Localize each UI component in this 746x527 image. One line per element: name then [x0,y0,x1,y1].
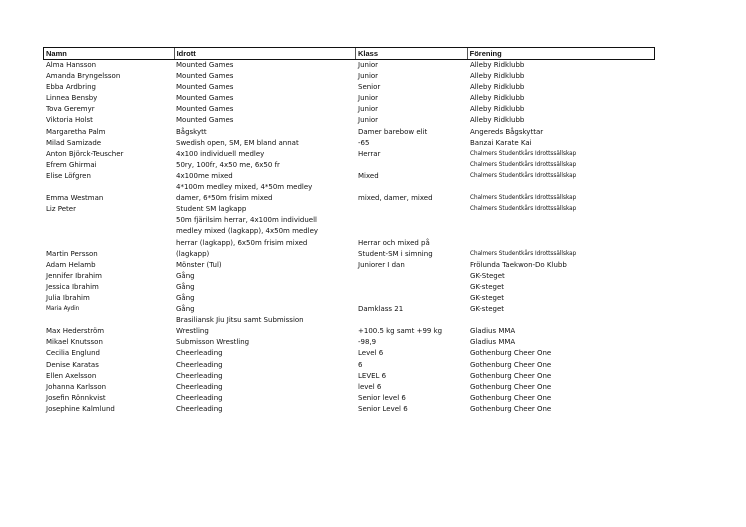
athlete-table [43,47,655,415]
cell-namn-text: Jessica Ibrahim [46,282,99,291]
cell-idrott-text: Wrestling [176,327,209,336]
table-row [43,404,655,415]
cell-klass-text: -98,9 [358,338,377,347]
cell-forening-text: Chalmers Studentkårs Idrottssällskap [470,172,577,179]
cell-idrott-text: 50m fjärilsim herrar, 4x100m individuell medley mixed (lagkapp), 4x50m medley herrar (lagkapp), 6x50m frisim mixed [176,216,319,247]
cell-forening-text: Gladius MMA [470,327,516,336]
cell-namn [43,282,173,293]
cell-namn [43,215,173,248]
cell-klass-text: LEVEL 6 [358,371,387,380]
cell-forening [467,304,655,315]
cell-idrott-text: Mounted Games [176,105,234,114]
cell-namn-text: Ebba Ardbring [46,83,96,92]
table-row [43,115,655,126]
cell-klass-text: Junior [358,105,379,114]
cell-forening [467,215,655,248]
cell-klass-text: Damer barebow elit [358,127,428,136]
cell-idrott-text: Cheerleading [176,382,223,391]
table-row [43,348,655,359]
cell-forening-text: Alleby Ridklubb [470,105,525,114]
cell-klass-text: +100.5 kg samt +99 kg [358,327,443,336]
cell-idrott-text: Cheerleading [176,393,223,402]
cell-forening [467,149,655,160]
cell-klass-text: -65 [358,138,370,147]
cell-idrott-text: Gång [176,271,195,280]
cell-klass [355,282,467,293]
cell-namn [43,304,173,315]
cell-namn-text: Denise Karatas [46,360,99,369]
cell-klass [355,260,467,271]
cell-klass [355,393,467,404]
table-row [43,360,655,371]
cell-forening-text: GK-steget [470,293,504,302]
cell-klass [355,115,467,126]
table-row [43,171,655,182]
cell-idrott [173,115,355,126]
cell-namn [43,138,173,149]
cell-klass-text: Level 6 [358,349,384,358]
cell-forening [467,360,655,371]
table-row [43,260,655,271]
table-row [43,149,655,160]
cell-klass-text: Juniorer I dan [358,260,405,269]
cell-idrott [173,104,355,115]
cell-idrott [173,271,355,282]
cell-klass-text: Damklass 21 [358,305,404,314]
cell-namn-text: Linnea Bensby [46,94,98,103]
cell-forening [467,249,655,260]
cell-idrott [173,326,355,337]
cell-forening [467,82,655,93]
table-row [43,371,655,382]
cell-idrott-text: 4x100 individuell medley [176,149,265,158]
cell-klass-text: Mixed [358,171,379,180]
cell-namn-text: Cecilia Englund [46,349,100,358]
cell-namn [43,404,173,415]
cell-forening [467,115,655,126]
cell-namn [43,182,173,204]
cell-idrott-text: Swedish open, SM, EM bland annat [176,138,299,147]
cell-klass [355,93,467,104]
cell-forening [467,315,655,326]
cell-namn-text: Milad Samizade [46,138,102,147]
cell-idrott [173,382,355,393]
cell-forening-text: Angereds Bågskyttar [470,127,544,136]
cell-forening-text: Gothenburg Cheer One [470,382,552,391]
cell-klass [355,382,467,393]
cell-idrott [173,182,355,204]
header-idrott: Idrott [174,48,355,59]
cell-klass-text: Senior [358,83,381,92]
cell-klass-text: level 6 [358,382,382,391]
cell-klass [355,127,467,138]
cell-idrott [173,315,355,326]
cell-idrott-text: 4*100m medley mixed, 4*50m medley damer, 6*50m frisim mixed [176,183,313,203]
cell-forening-text: Chalmers Studentkårs Idrottssällskap [470,150,577,157]
cell-klass [355,371,467,382]
table-row [43,337,655,348]
cell-namn-text: Mikael Knutsson [46,338,103,347]
cell-namn-text: Anton Björck-Teuscher [46,149,124,158]
table-row [43,315,655,326]
cell-namn-text: Viktoria Holst [46,116,93,125]
cell-klass [355,160,467,171]
cell-klass [355,204,467,215]
header-namn: Namn [46,49,67,58]
cell-idrott-text: Mönster (Tul) [176,260,222,269]
cell-forening-text: Chalmers Studentkårs Idrottssällskap [470,195,577,202]
cell-forening-text: GK-steget [470,282,504,291]
cell-forening [467,160,655,171]
cell-namn [43,315,173,326]
cell-idrott-text: Cheerleading [176,349,223,358]
cell-namn [43,104,173,115]
cell-forening-text: Gothenburg Cheer One [470,393,552,402]
cell-namn-text: Tova Geremyr [46,105,95,114]
cell-forening [467,282,655,293]
cell-forening-text: Chalmers Studentkårs Idrottssällskap [470,206,577,213]
cell-idrott-text: Cheerleading [176,404,223,413]
cell-klass [355,171,467,182]
cell-idrott [173,304,355,315]
cell-namn [43,326,173,337]
cell-klass-text: Senior level 6 [358,393,406,402]
header-forening: Förening [467,48,654,59]
cell-forening-text: Alleby Ridklubb [470,116,525,125]
table-row [43,60,655,71]
cell-idrott [173,393,355,404]
table-row [43,182,655,204]
cell-klass [355,293,467,304]
cell-forening-text: GK-steget [470,305,504,314]
table-row [43,326,655,337]
cell-namn [43,337,173,348]
cell-forening [467,326,655,337]
cell-klass-text: 6 [358,360,363,369]
cell-namn-text: Maria Aydin [46,306,80,313]
table-body [43,60,655,415]
cell-forening-text: Alleby Ridklubb [470,72,525,81]
cell-klass-text: Senior Level 6 [358,404,408,413]
cell-idrott [173,93,355,104]
table-row [43,249,655,260]
cell-idrott [173,260,355,271]
table-row [43,382,655,393]
cell-forening [467,293,655,304]
cell-forening [467,93,655,104]
cell-namn [43,160,173,171]
cell-forening-text: Gladius MMA [470,338,516,347]
cell-klass [355,82,467,93]
cell-klass [355,271,467,282]
cell-namn-text: Ellen Axelsson [46,371,97,380]
cell-idrott-text: Brasiliansk Jiu Jitsu samt Submission [176,316,304,325]
cell-idrott-text: Mounted Games [176,83,234,92]
cell-forening-text: Chalmers Studentkårs Idrottssällskap [470,250,577,257]
cell-forening [467,182,655,204]
cell-forening-text: Alleby Ridklubb [470,83,525,92]
table-row [43,82,655,93]
cell-forening [467,371,655,382]
table-row [43,215,655,248]
cell-klass-text: Junior [358,94,379,103]
cell-klass [355,360,467,371]
cell-klass [355,348,467,359]
cell-namn-text: Max Hederström [46,327,105,336]
cell-namn [43,249,173,260]
cell-namn-text: Elise Löfgren [46,171,91,180]
cell-namn-text: Johanna Karlsson [46,382,107,391]
cell-klass-text: mixed, damer, mixed [358,194,433,203]
cell-idrott [173,149,355,160]
table-row [43,160,655,171]
cell-namn [43,71,173,82]
cell-klass-text: Junior [358,61,379,69]
cell-klass [355,215,467,248]
cell-namn [43,127,173,138]
cell-namn-text: Jennifer Ibrahim [46,271,102,280]
cell-namn-text: Martin Persson [46,249,98,258]
cell-namn-text: Liz Peter [46,205,76,214]
cell-forening-text: Frölunda Taekwon-Do Klubb [470,260,567,269]
cell-forening-text: GK-Steget [470,271,505,280]
cell-idrott-text: Gång [176,282,195,291]
cell-forening-text: Chalmers Studentkårs Idrottssällskap [470,161,577,168]
cell-forening [467,393,655,404]
cell-namn [43,60,173,71]
cell-namn [43,93,173,104]
cell-forening-text: Gothenburg Cheer One [470,404,552,413]
cell-forening-text: Banzai Karate Kai [470,138,532,147]
cell-klass [355,104,467,115]
cell-idrott-text: Bågskytt [176,127,207,136]
cell-idrott-text: Mounted Games [176,94,234,103]
cell-forening [467,71,655,82]
cell-idrott-text: Gång [176,293,195,302]
cell-namn [43,382,173,393]
cell-forening [467,60,655,71]
cell-klass-text: Herrar och mixed på [358,238,430,247]
table-row [43,93,655,104]
cell-idrott [173,171,355,182]
cell-klass-text: Junior [358,72,379,81]
cell-idrott [173,360,355,371]
cell-idrott-text: 50ry, 100fr, 4x50 me, 6x50 fr [176,160,280,169]
cell-klass [355,337,467,348]
cell-klass [355,404,467,415]
table-row [43,127,655,138]
cell-idrott-text: Submisson Wrestling [176,338,250,347]
cell-forening [467,260,655,271]
cell-klass [355,304,467,315]
cell-idrott-text: Cheerleading [176,360,223,369]
cell-namn [43,348,173,359]
cell-forening [467,171,655,182]
table-row [43,71,655,82]
cell-klass [355,149,467,160]
cell-idrott [173,249,355,260]
cell-idrott [173,215,355,248]
cell-namn [43,371,173,382]
cell-idrott [173,293,355,304]
cell-klass-text: Student-SM i simning [358,249,433,258]
cell-idrott-text: 4x100me mixed [176,171,233,180]
cell-idrott [173,348,355,359]
cell-forening [467,382,655,393]
table-header [43,47,655,60]
table-row [43,204,655,215]
cell-klass [355,315,467,326]
cell-idrott-text: (lagkapp) [176,249,210,258]
cell-forening-text: Gothenburg Cheer One [470,360,552,369]
cell-namn-text: Alma Hansson [46,61,97,69]
header-klass: Klass [355,48,467,59]
cell-forening [467,104,655,115]
table-row [43,293,655,304]
cell-forening [467,127,655,138]
cell-namn-text: Adam Helamb [46,260,96,269]
cell-namn-text: Josephine Kalmlund [46,404,115,413]
table-row [43,138,655,149]
cell-klass [355,138,467,149]
table-row [43,282,655,293]
cell-forening [467,404,655,415]
cell-forening [467,138,655,149]
cell-forening [467,348,655,359]
cell-namn [43,171,173,182]
cell-idrott [173,60,355,71]
table-row [43,393,655,404]
cell-klass [355,249,467,260]
cell-forening [467,337,655,348]
cell-forening [467,204,655,215]
cell-klass [355,60,467,71]
cell-namn [43,393,173,404]
cell-idrott [173,82,355,93]
cell-namn [43,149,173,160]
cell-idrott [173,138,355,149]
cell-namn [43,204,173,215]
cell-idrott [173,71,355,82]
cell-namn-text: Josefin Rönnkvist [46,393,106,402]
table-row [43,304,655,315]
cell-namn [43,82,173,93]
cell-forening-text: Gothenburg Cheer One [470,349,552,358]
cell-idrott [173,160,355,171]
cell-namn-text: Efrem Ghirmai [46,160,97,169]
cell-namn-text: Emma Westman [46,194,104,203]
cell-klass [355,182,467,204]
table-row [43,104,655,115]
cell-forening-text: Gothenburg Cheer One [470,371,552,380]
cell-idrott-text: Student SM lagkapp [176,205,247,214]
cell-idrott [173,127,355,138]
cell-namn-text: Julia Ibrahim [46,293,90,302]
cell-namn-text: Amanda Bryngelsson [46,72,121,81]
cell-klass [355,326,467,337]
cell-idrott-text: Mounted Games [176,72,234,81]
table-row [43,271,655,282]
cell-namn [43,115,173,126]
cell-idrott [173,404,355,415]
cell-idrott-text: Mounted Games [176,116,234,125]
cell-forening-text: Alleby Ridklubb [470,94,525,103]
cell-klass-text: Herrar [358,149,381,158]
cell-namn [43,293,173,304]
cell-namn [43,260,173,271]
cell-namn [43,360,173,371]
cell-idrott-text: Mounted Games [176,61,234,69]
cell-idrott [173,204,355,215]
cell-idrott-text: Cheerleading [176,371,223,380]
cell-namn [43,271,173,282]
cell-forening [467,271,655,282]
cell-idrott [173,282,355,293]
cell-klass-text: Junior [358,116,379,125]
cell-klass [355,71,467,82]
cell-idrott-text: Gång [176,305,195,314]
cell-forening-text: Alleby Ridklubb [470,61,525,69]
cell-idrott [173,337,355,348]
cell-idrott [173,371,355,382]
cell-namn-text: Margaretha Palm [46,127,106,136]
